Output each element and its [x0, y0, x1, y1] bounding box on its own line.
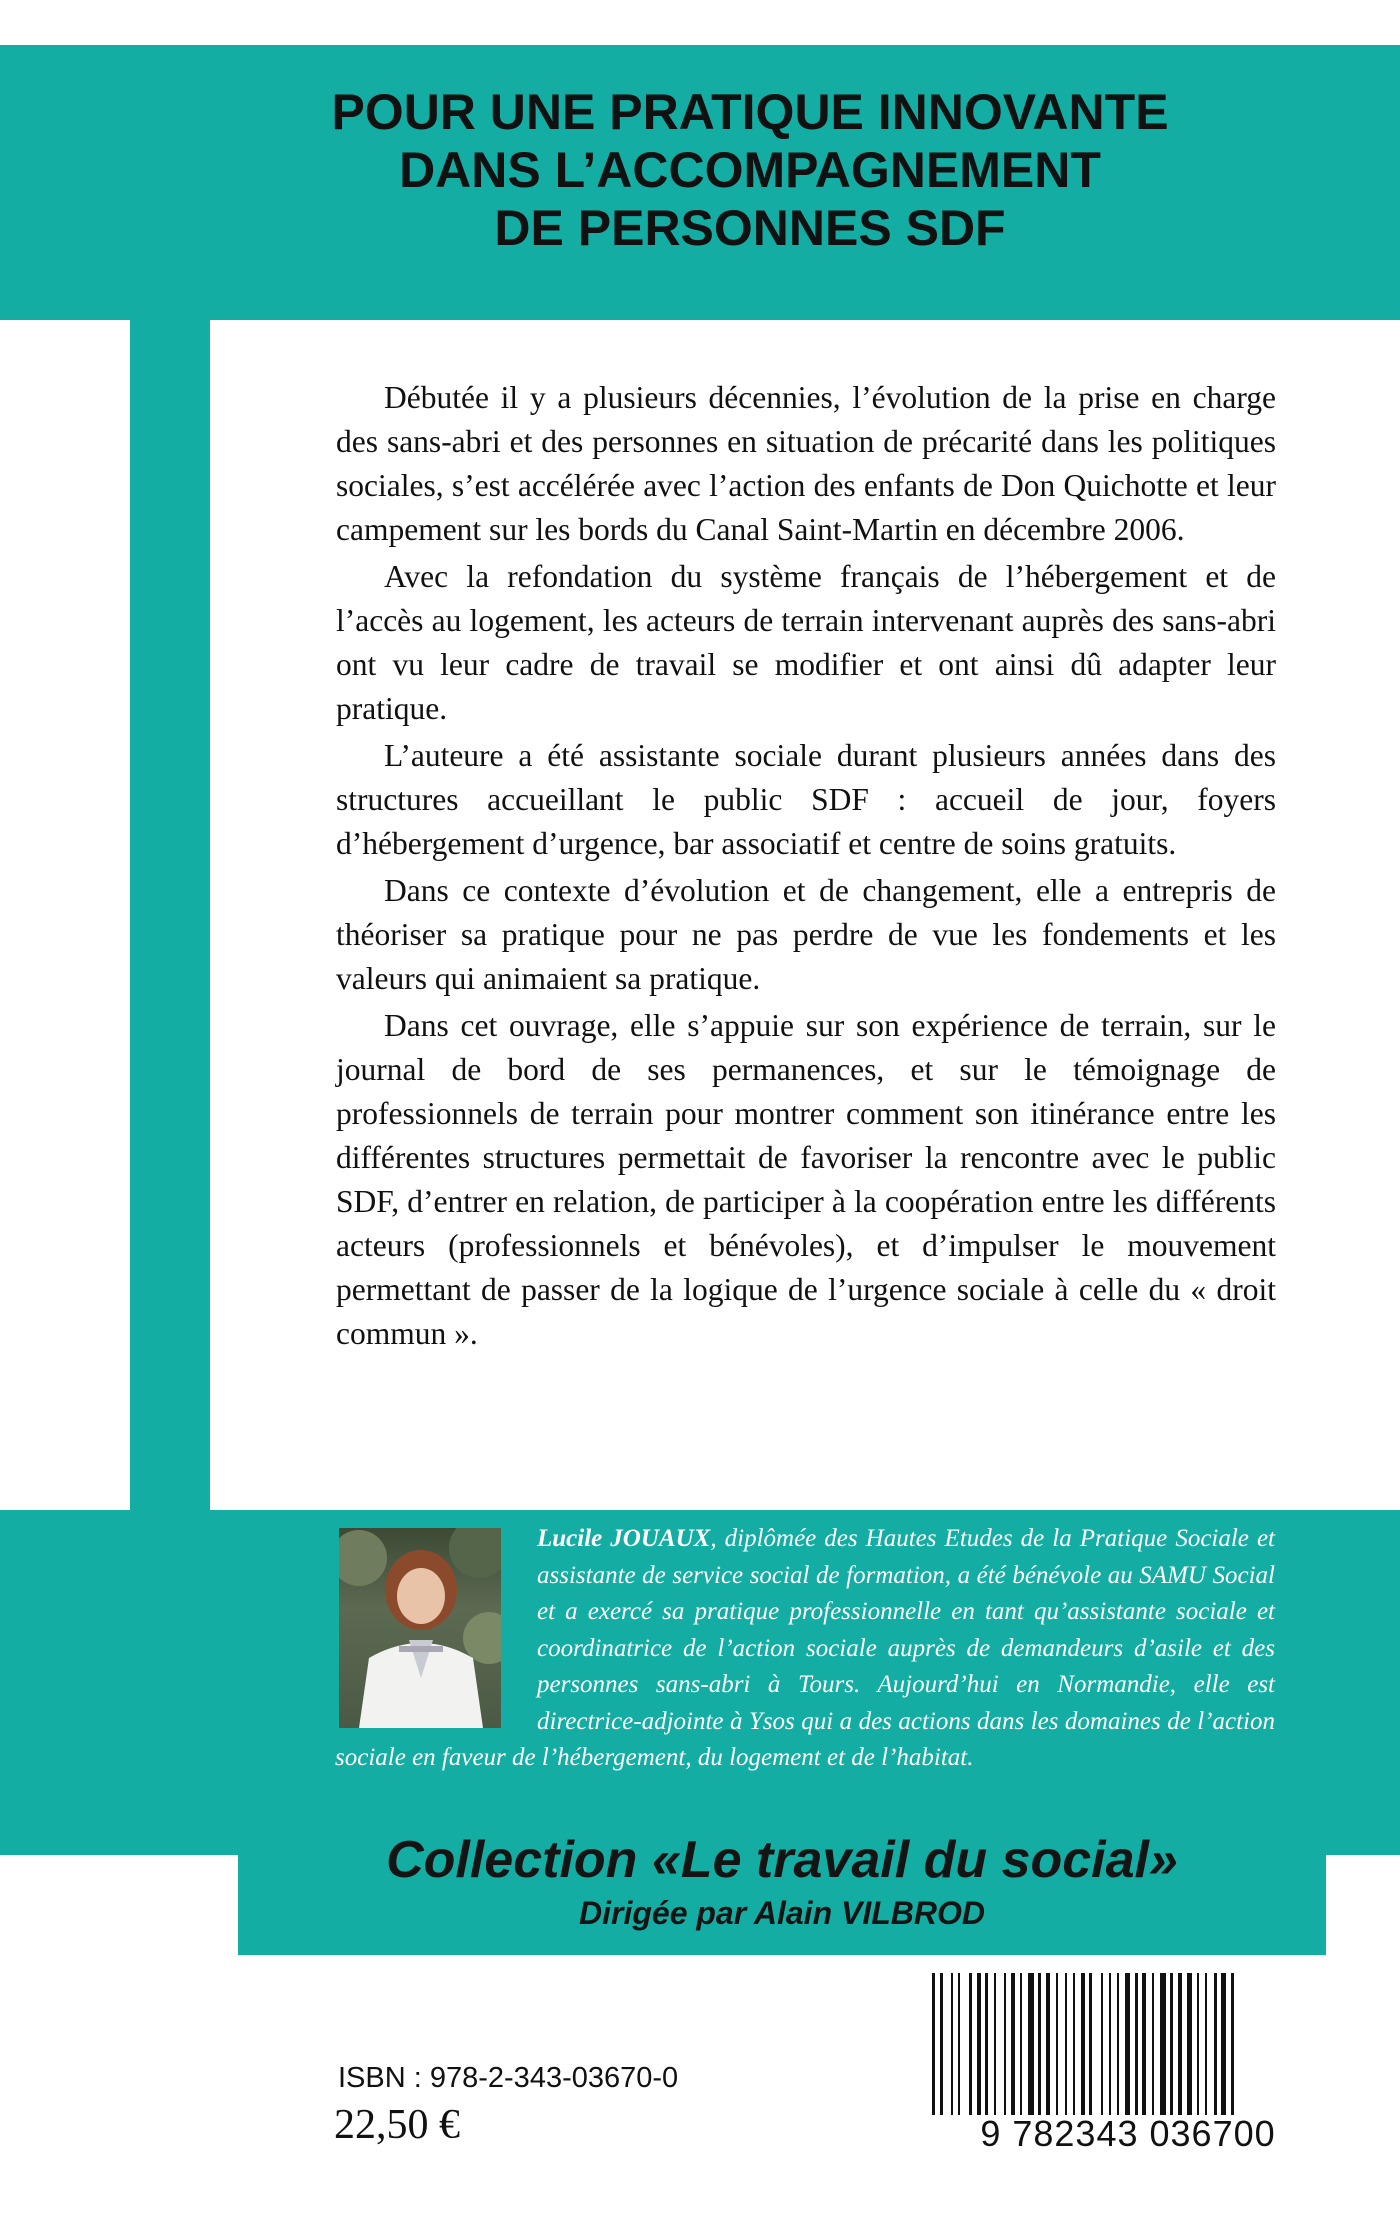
summary-paragraph-4: Dans ce contexte d’évolution et de changement, elle a entrepris de théoriser sa pratique pour ne pas perdre de vue les fondements et les valeurs qui animaient sa pratique.	[336, 873, 1276, 996]
barcode-bar	[1178, 1973, 1182, 2115]
barcode-bars	[918, 1973, 1338, 2115]
barcode-bar	[1089, 1973, 1092, 2115]
barcode-bar	[977, 1973, 981, 2115]
summary-paragraph-3: L’auteure a été assistante sociale durant plusieurs années dans des structures accueillant le public SDF : accueil de jour, foyers d’hébergement d’urgence, bar associatif et centre de soins gratuits.	[336, 738, 1276, 861]
barcode-bar	[1117, 1973, 1119, 2115]
barcode-bar	[1160, 1973, 1166, 2115]
price: 22,50 €	[334, 2102, 460, 2148]
barcode-bar	[932, 1973, 935, 2115]
barcode-bar	[1135, 1973, 1138, 2115]
back-cover-summary	[336, 376, 1276, 1359]
collection-title: Collection «Le travail du social»	[386, 1831, 1178, 1889]
author-bio	[335, 1521, 1275, 1777]
barcode-bar	[1081, 1973, 1085, 2115]
barcode-bar	[1056, 1973, 1058, 2115]
barcode-bar	[994, 1973, 996, 2115]
barcode-bar	[1142, 1973, 1146, 2115]
barcode-bar	[1011, 1973, 1015, 2115]
barcode-bar	[1073, 1973, 1075, 2115]
author-bio-text: , diplômée des Hautes Etudes de la Pratique Sociale et assistante de service social de formation, a été bénévole au SAMU Social et a exercé sa pratique professionnelle en tant qu’assistante sociale et coordinatrice de l’action sociale auprès de demandeurs d’asile et des personnes sans-abri à Tours. Aujourd’hui en Normandie, elle est directrice-adjointe à Ysos qui a des actions dans les domaines de l’action sociale en faveur de l’hébergement, du logement et de l’habitat.	[335, 1525, 1275, 1771]
barcode-bar	[1152, 1973, 1154, 2115]
summary-paragraph-1: Débutée il y a plusieurs décennies, l’évolution de la prise en charge des sans-abri et des personnes en situation de précarité dans les politiques sociales, s’est accélérée avec l’action des enfants de Don Quichotte et leur campement sur les bords du Canal Saint-Martin en décembre 2006.	[336, 380, 1276, 547]
isbn: ISBN : 978-2-343-03670-0	[338, 2062, 679, 2094]
barcode-bar	[1046, 1973, 1050, 2115]
barcode-bar	[1214, 1973, 1217, 2115]
barcode-bar	[1197, 1973, 1199, 2115]
barcode-bar	[969, 1973, 972, 2115]
barcode-bar	[1125, 1973, 1130, 2115]
barcode-bar	[1065, 1973, 1067, 2115]
barcode-bar	[1101, 1973, 1103, 2115]
title-line-2: DANS L’ACCOMPAGNEMENT	[399, 142, 1101, 198]
barcode-bar	[1221, 1973, 1226, 2115]
barcode-bar	[1205, 1973, 1207, 2115]
barcode-bar	[1231, 1973, 1234, 2115]
barcode-digits: 9 782343 036700	[980, 2113, 1276, 2154]
barcode-bar	[1109, 1973, 1111, 2115]
author-name: Lucile JOUAUX	[537, 1525, 711, 1552]
collection-director: Dirigée par Alain VILBROD	[579, 1895, 985, 1931]
barcode-bar	[1038, 1973, 1041, 2115]
summary-paragraph-2: Avec la refondation du système français de l’hébergement et de l’accès au logement, les acteurs de terrain intervenant auprès des sans-abri ont vu leur cadre de travail se modifier et ont ainsi dû adapter leur pratique.	[336, 559, 1276, 726]
photo-spacer	[335, 1521, 537, 1733]
book-title	[250, 83, 1250, 257]
barcode-bar	[1020, 1973, 1022, 2115]
barcode-bar	[958, 1973, 960, 2115]
title-line-3: DE PERSONNES SDF	[494, 200, 1006, 256]
barcode-bar	[1187, 1973, 1192, 2115]
barcode	[918, 1973, 1338, 2168]
barcode-bar	[1170, 1973, 1173, 2115]
barcode-bar	[985, 1973, 988, 2115]
barcode-bar	[951, 1973, 953, 2115]
barcode-bar	[1028, 1973, 1034, 2115]
title-line-1: POUR UNE PRATIQUE INNOVANTE	[331, 84, 1169, 140]
left-accent-strip	[130, 320, 210, 1510]
barcode-bar	[940, 1973, 943, 2115]
barcode-bar	[1004, 1973, 1006, 2115]
summary-paragraph-5: Dans cet ouvrage, elle s’appuie sur son expérience de terrain, sur le journal de bord de ses permanences, et sur le témoignage de professionnels de terrain pour montrer comment son itinérance entre les différentes structures permettait de favoriser la rencontre avec le public SDF, d’entrer en relation, de participer à la coopération entre les différents acteurs (professionnels et bénévoles), et d’impulser le mouvement permettant de passer de la logique de l’urgence sociale à celle du « droit commun ».	[336, 1008, 1276, 1351]
